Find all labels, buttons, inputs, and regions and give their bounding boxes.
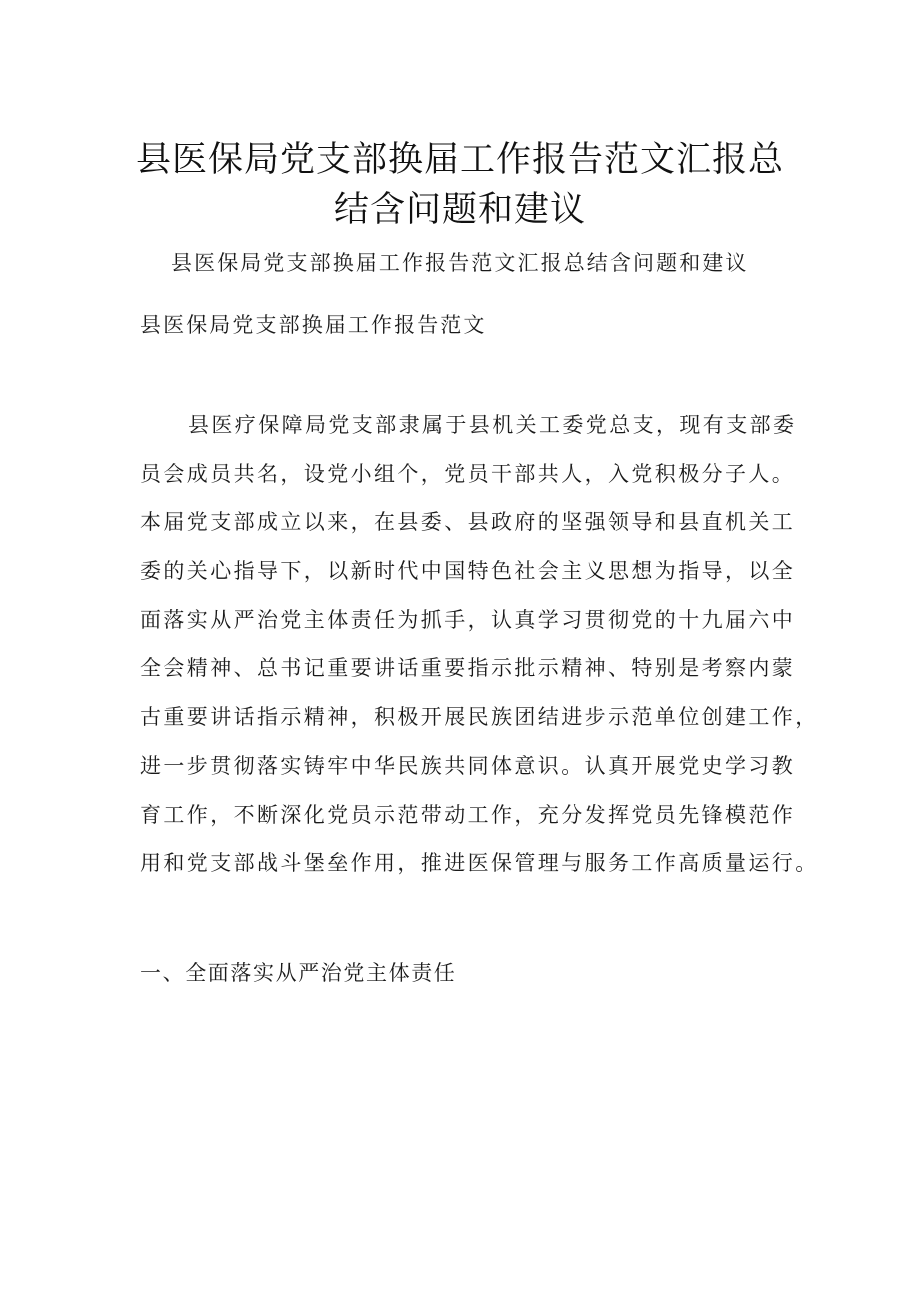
paragraph-line: 用和党支部战斗堡垒作用，推进医保管理与服务工作高质量运行。 xyxy=(140,851,819,876)
document-title-line-1: 县医保局党支部换届工作报告范文汇报总 xyxy=(135,140,784,180)
paragraph-line: 古重要讲话指示精神，积极开展民族团结进步示范单位创建工作， xyxy=(140,705,819,730)
paragraph-line: 面落实从严治党主体责任为抓手，认真学习贯彻党的十九届六中 xyxy=(140,607,796,632)
paragraph-line: 进一步贯彻落实铸牢中华民族共同体意识。认真开展党史学习教 xyxy=(140,753,796,778)
paragraph-line: 委的关心指导下，以新时代中国特色社会主义思想为指导，以全 xyxy=(140,559,796,584)
section-heading: 一、全面落实从严治党主体责任 xyxy=(140,961,457,985)
paragraph-line: 员会成员共名，设党小组个，党员干部共人，入党积极分子人。 xyxy=(140,461,796,486)
paragraph-line: 全会精神、总书记重要讲话重要指示批示精神、特别是考察内蒙 xyxy=(140,656,796,681)
body-paragraph xyxy=(140,410,819,897)
document-title-line-2: 结含问题和建议 xyxy=(333,190,586,230)
document-subtitle: 县医保局党支部换届工作报告范文汇报总结含问题和建议 xyxy=(171,251,749,275)
paragraph-line: 育工作，不断深化党员示范带动工作，充分发挥党员先锋模范作 xyxy=(140,802,796,827)
paragraph-line: 县医疗保障局党支部隶属于县机关工委党总支，现有支部委 xyxy=(188,413,797,437)
document-name: 县医保局党支部换届工作报告范文 xyxy=(140,313,487,337)
paragraph-line: 本届党支部成立以来，在县委、县政府的坚强领导和县直机关工 xyxy=(140,510,796,535)
